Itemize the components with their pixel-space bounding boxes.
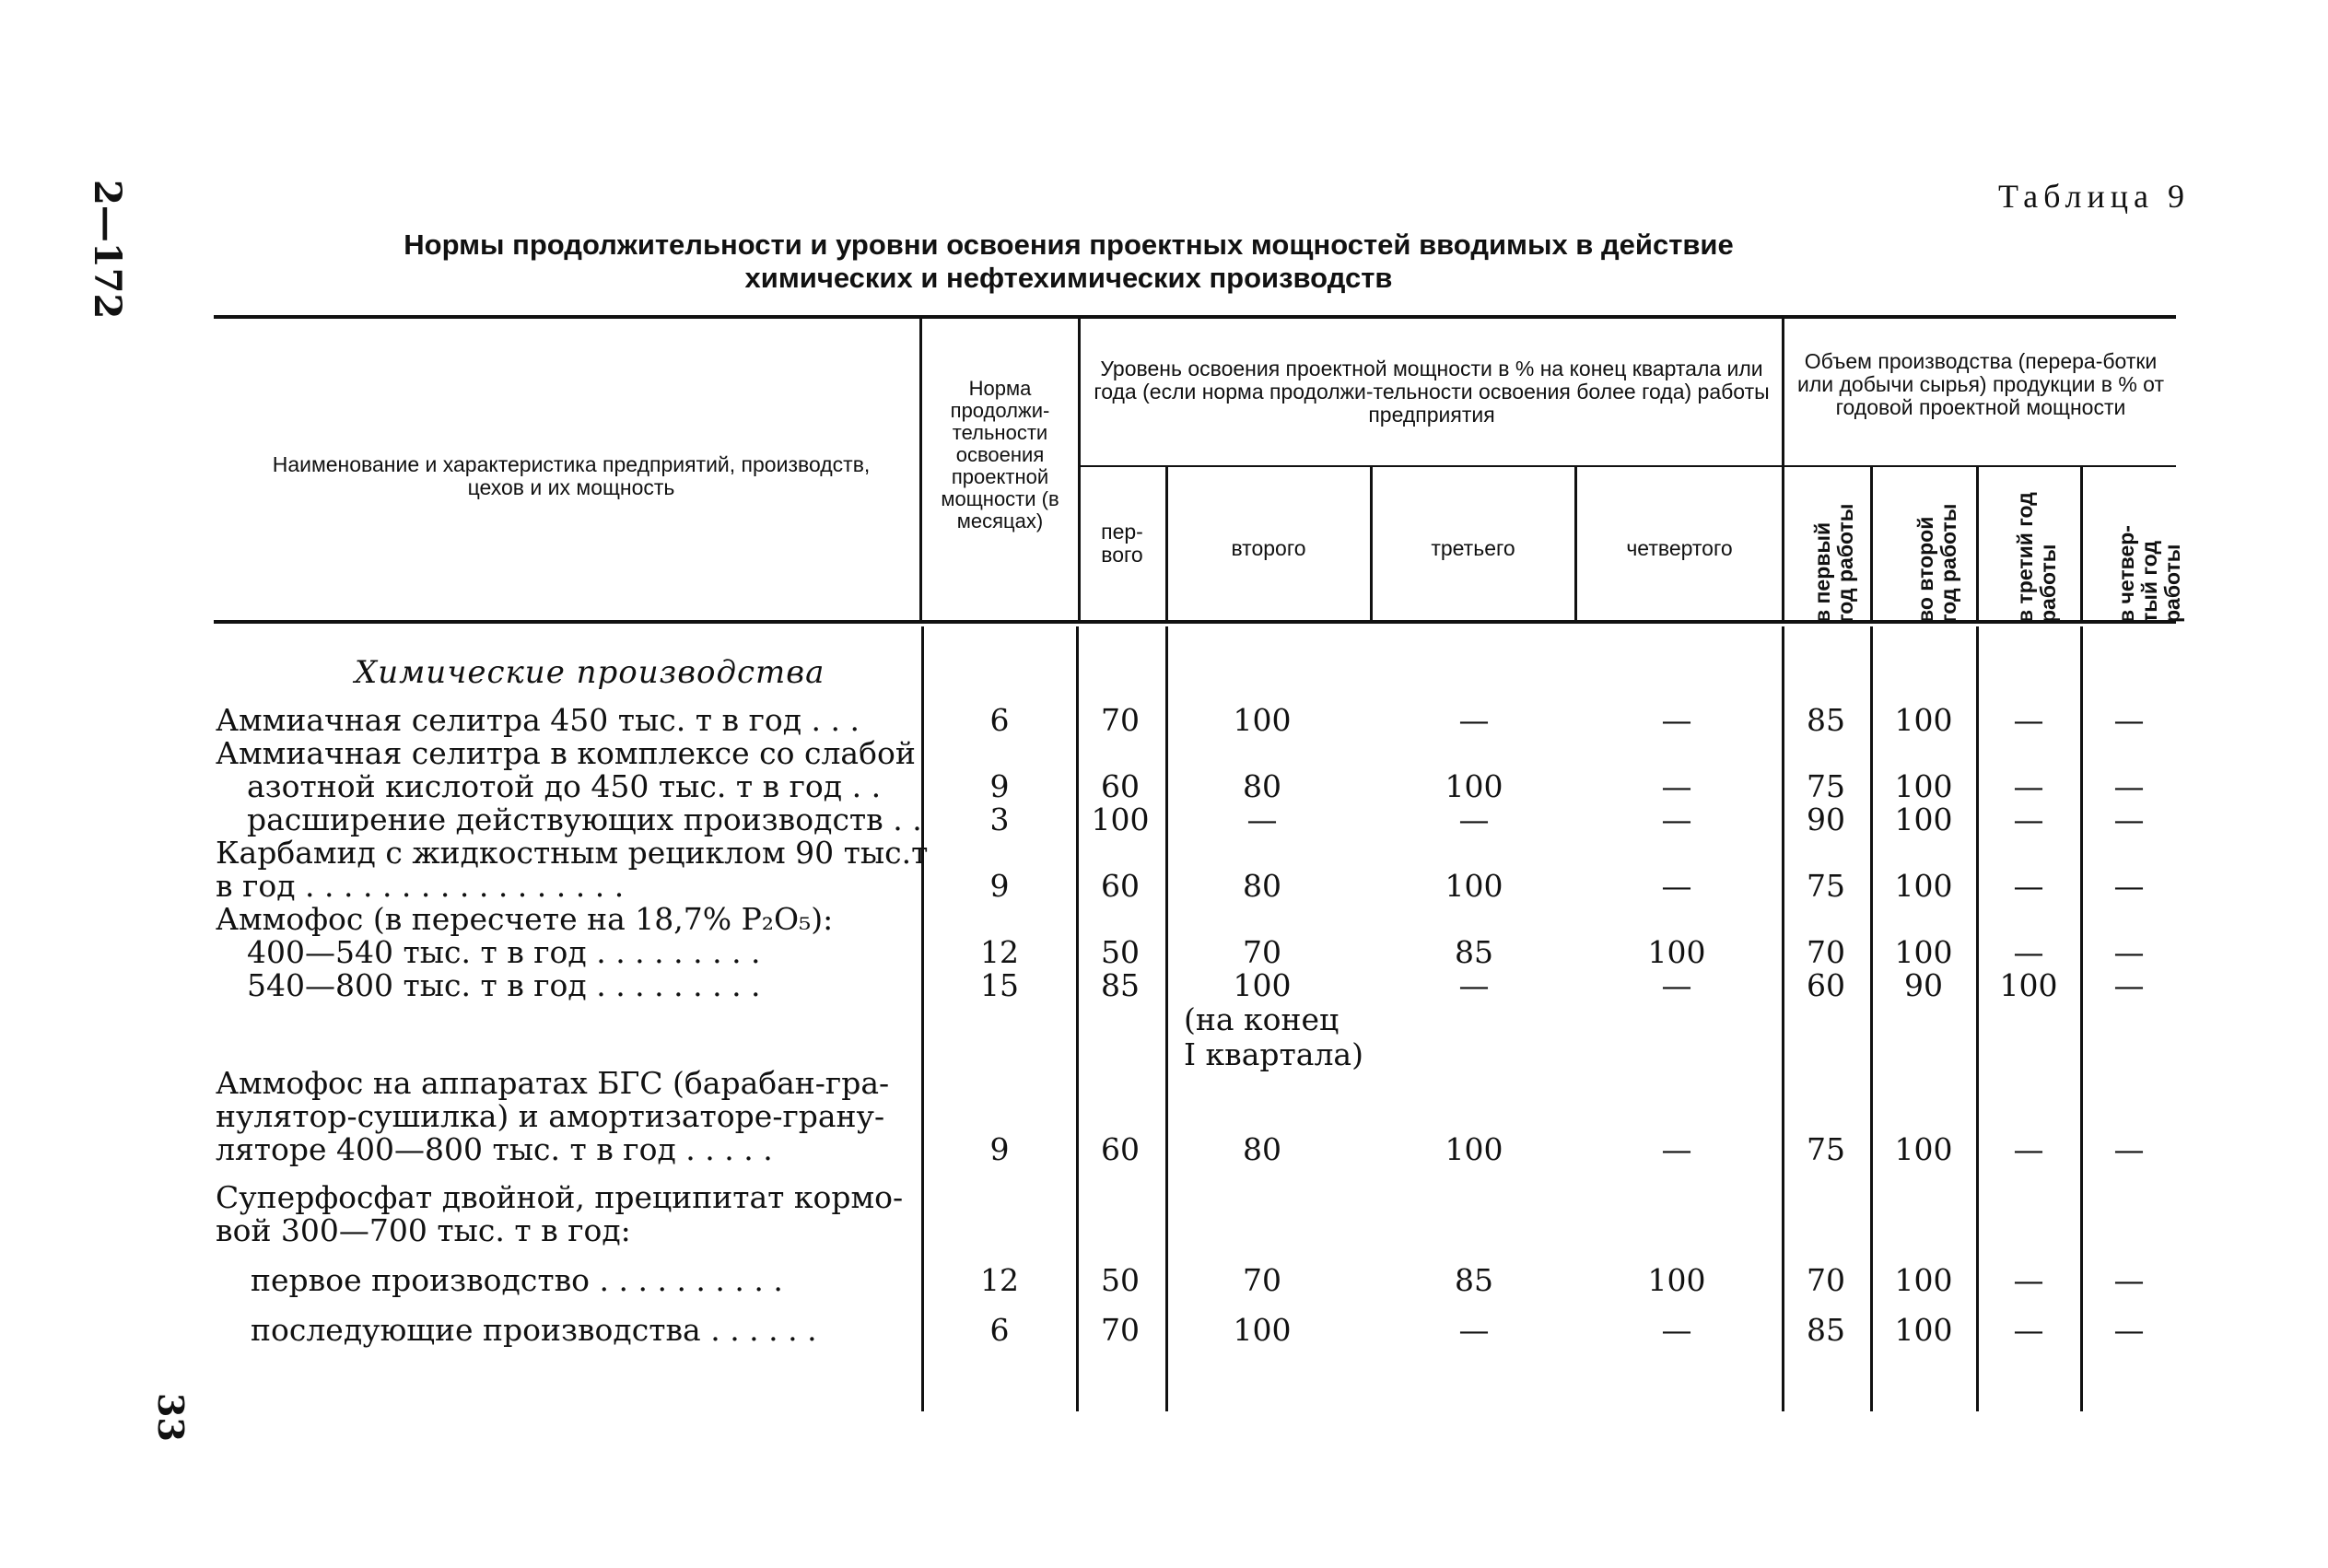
cell-q2-note xyxy=(1184,1002,1363,1072)
cell-q4: — xyxy=(1661,702,1692,738)
cell-q2-note-line: I квартала) xyxy=(1184,1036,1363,1072)
col-divider-q1 xyxy=(1165,467,1168,620)
cell-q1: 70 xyxy=(1101,702,1140,738)
cell-q3: 100 xyxy=(1445,768,1503,804)
cell-q4: — xyxy=(1661,868,1692,904)
cell-q1: 60 xyxy=(1101,768,1140,804)
header-volume-y1: в первый год работы xyxy=(1810,503,1857,623)
row-name-continuation: нулятор-сушилка) и амортизаторе-грану- xyxy=(216,1098,885,1134)
cell-norm: 9 xyxy=(989,768,1010,804)
cell-y4: — xyxy=(2113,702,2145,738)
row-name-continuation: в год . . . . . . . . . . . . . . . . . xyxy=(216,868,625,904)
cell-q4: — xyxy=(1661,1312,1692,1348)
body-divider-q1 xyxy=(1165,626,1168,1411)
cell-y1: 75 xyxy=(1807,768,1845,804)
cell-y1: 70 xyxy=(1807,1262,1845,1298)
cell-q1: 85 xyxy=(1101,967,1140,1003)
table-label: Таблица 9 xyxy=(1998,178,2190,215)
header-bottom-rule xyxy=(214,620,2176,624)
cell-q4: — xyxy=(1661,802,1692,837)
cell-q3: — xyxy=(1458,702,1490,738)
cell-q3: 100 xyxy=(1445,868,1503,904)
cell-y1: 75 xyxy=(1807,868,1845,904)
row-name-continuation: 400—540 тыс. т в год . . . . . . . . . xyxy=(247,934,761,970)
cell-norm: 9 xyxy=(989,868,1010,904)
cell-q4: — xyxy=(1661,1131,1692,1167)
col-divider-norm xyxy=(1078,319,1081,620)
page-number: 33 xyxy=(150,1393,192,1442)
cell-y4: — xyxy=(2113,768,2145,804)
cell-y4: — xyxy=(2113,802,2145,837)
header-norm: Норма продолжи-тельности освоения проектной мощности (в месяцах) xyxy=(941,377,1059,532)
cell-norm: 12 xyxy=(980,1262,1019,1298)
cell-y3: — xyxy=(2013,768,2044,804)
header-level-q3: третьего xyxy=(1431,536,1515,560)
cell-q1: 60 xyxy=(1101,1131,1140,1167)
row-name: Суперфосфат двойной, преципитат кормо- xyxy=(216,1179,904,1215)
cell-q2: 100 xyxy=(1233,702,1292,738)
col-divider-y2 xyxy=(1976,467,1979,620)
cell-q1: 70 xyxy=(1101,1312,1140,1348)
col-divider-q2 xyxy=(1370,467,1373,620)
header-level-q4: четвертого xyxy=(1626,536,1733,560)
row-name-continuation: ляторе 400—800 тыс. т в год . . . . . xyxy=(216,1131,773,1167)
cell-q3: — xyxy=(1458,1312,1490,1348)
row-name-continuation: вой 300—700 тыс. т в год: xyxy=(216,1212,631,1248)
row-name: Аммиачная селитра в комплексе со слабой xyxy=(216,735,916,771)
header-volume-y3: в третий год работы xyxy=(2013,492,2060,623)
cell-y2: 100 xyxy=(1894,702,1953,738)
cell-y2: 100 xyxy=(1894,1262,1953,1298)
cell-q3: 85 xyxy=(1455,934,1493,970)
cell-q4: 100 xyxy=(1647,934,1706,970)
top-rule xyxy=(214,315,2176,319)
header-name: Наименование и характеристика предприятий, производств, цехов и их мощность xyxy=(272,452,871,499)
cell-norm: 12 xyxy=(980,934,1019,970)
cell-y2: 100 xyxy=(1894,934,1953,970)
row-name: последующие производства . . . . . . xyxy=(251,1312,817,1348)
header-level-q1: пер-вого xyxy=(1101,520,1143,567)
cell-y4: — xyxy=(2113,967,2145,1003)
cell-q4: 100 xyxy=(1647,1262,1706,1298)
col-divider-y3 xyxy=(2080,467,2083,620)
cell-q2: 80 xyxy=(1243,768,1281,804)
cell-y2: 100 xyxy=(1894,802,1953,837)
table-title xyxy=(387,228,1750,295)
cell-y1: 85 xyxy=(1807,1312,1845,1348)
cell-q1: 50 xyxy=(1101,1262,1140,1298)
cell-q4: — xyxy=(1661,768,1692,804)
body-divider-name xyxy=(921,626,924,1411)
row-name: Аммиачная селитра 450 тыс. т в год . . . xyxy=(216,702,860,738)
cell-y4: — xyxy=(2113,868,2145,904)
cell-q1: 60 xyxy=(1101,868,1140,904)
cell-y3: — xyxy=(2013,868,2044,904)
col-divider-level xyxy=(1782,319,1784,620)
cell-y1: 70 xyxy=(1807,934,1845,970)
title-line-2: химических и нефтехимических производств xyxy=(744,262,1393,294)
header-level-group: Уровень освоения проектной мощности в % на конец квартала или года (если норма продолжи-тельности освоения более года) работы предприятия xyxy=(1094,357,1770,427)
header-level-q2: второго xyxy=(1231,536,1306,560)
cell-norm: 15 xyxy=(980,967,1019,1003)
cell-norm: 3 xyxy=(989,802,1010,837)
cell-y3: — xyxy=(2013,1312,2044,1348)
cell-q3: — xyxy=(1458,967,1490,1003)
cell-q3: 85 xyxy=(1455,1262,1493,1298)
row-name: расширение действующих производств . . xyxy=(247,802,922,837)
cell-y3: — xyxy=(2013,1131,2044,1167)
header-volume-y4: в четвер-тый год работы xyxy=(2114,525,2184,623)
cell-q3: 100 xyxy=(1445,1131,1503,1167)
cell-q2-note-line: (на конец xyxy=(1184,1001,1339,1037)
cell-y1: 90 xyxy=(1807,802,1845,837)
row-name: 540—800 тыс. т в год . . . . . . . . . xyxy=(247,967,761,1003)
cell-y4: — xyxy=(2113,1312,2145,1348)
cell-norm: 6 xyxy=(989,1312,1010,1348)
row-name: Аммофос на аппаратах БГС (барабан-гра- xyxy=(216,1065,890,1101)
cell-q4: — xyxy=(1661,967,1692,1003)
cell-y4: — xyxy=(2113,1131,2145,1167)
cell-q2: 100 xyxy=(1233,967,1292,1003)
cell-q2: 80 xyxy=(1243,1131,1281,1167)
row-name: первое производство . . . . . . . . . . xyxy=(251,1262,783,1298)
cell-y2: 100 xyxy=(1894,868,1953,904)
cell-q2: 70 xyxy=(1243,934,1281,970)
col-divider-q3 xyxy=(1574,467,1577,620)
level-group-rule xyxy=(1080,465,1784,467)
cell-q2: 80 xyxy=(1243,868,1281,904)
cell-y3: — xyxy=(2013,1262,2044,1298)
cell-y4: — xyxy=(2113,934,2145,970)
cell-y1: 85 xyxy=(1807,702,1845,738)
cell-y1: 75 xyxy=(1807,1131,1845,1167)
section-heading: Химические производства xyxy=(355,654,825,691)
cell-norm: 6 xyxy=(989,702,1010,738)
margin-code: 2—172 xyxy=(86,180,129,320)
cell-norm: 9 xyxy=(989,1131,1010,1167)
header-volume-y2: во второй год работы xyxy=(1913,503,1960,623)
cell-q1: 50 xyxy=(1101,934,1140,970)
cell-y2: 100 xyxy=(1894,1312,1953,1348)
title-line-1: Нормы продолжительности и уровни освоения проектных мощностей вводимых в действие xyxy=(404,228,1734,261)
cell-q2: 100 xyxy=(1233,1312,1292,1348)
cell-y1: 60 xyxy=(1807,967,1845,1003)
cell-y3: 100 xyxy=(1999,967,2058,1003)
row-name: Аммофос (в пересчете на 18,7% P₂O₅): xyxy=(216,901,834,937)
header-volume-group: Объем производства (перера-ботки или добычи сырья) продукции в % от годовой проектной мощности xyxy=(1797,349,2164,419)
col-divider-name xyxy=(919,319,922,620)
cell-q1: 100 xyxy=(1091,802,1150,837)
cell-y3: — xyxy=(2013,934,2044,970)
row-name-continuation: азотной кислотой до 450 тыс. т в год . . xyxy=(247,768,882,804)
cell-y3: — xyxy=(2013,802,2044,837)
cell-q2: 70 xyxy=(1243,1262,1281,1298)
row-name: Карбамид с жидкостным рециклом 90 тыс.т xyxy=(216,835,929,871)
cell-y2: 90 xyxy=(1904,967,1943,1003)
volume-group-rule xyxy=(1784,465,2176,467)
col-divider-y1 xyxy=(1870,467,1873,620)
cell-y4: — xyxy=(2113,1262,2145,1298)
cell-y3: — xyxy=(2013,702,2044,738)
cell-q3: — xyxy=(1458,802,1490,837)
cell-y2: 100 xyxy=(1894,768,1953,804)
cell-q2: — xyxy=(1246,802,1278,837)
cell-y2: 100 xyxy=(1894,1131,1953,1167)
